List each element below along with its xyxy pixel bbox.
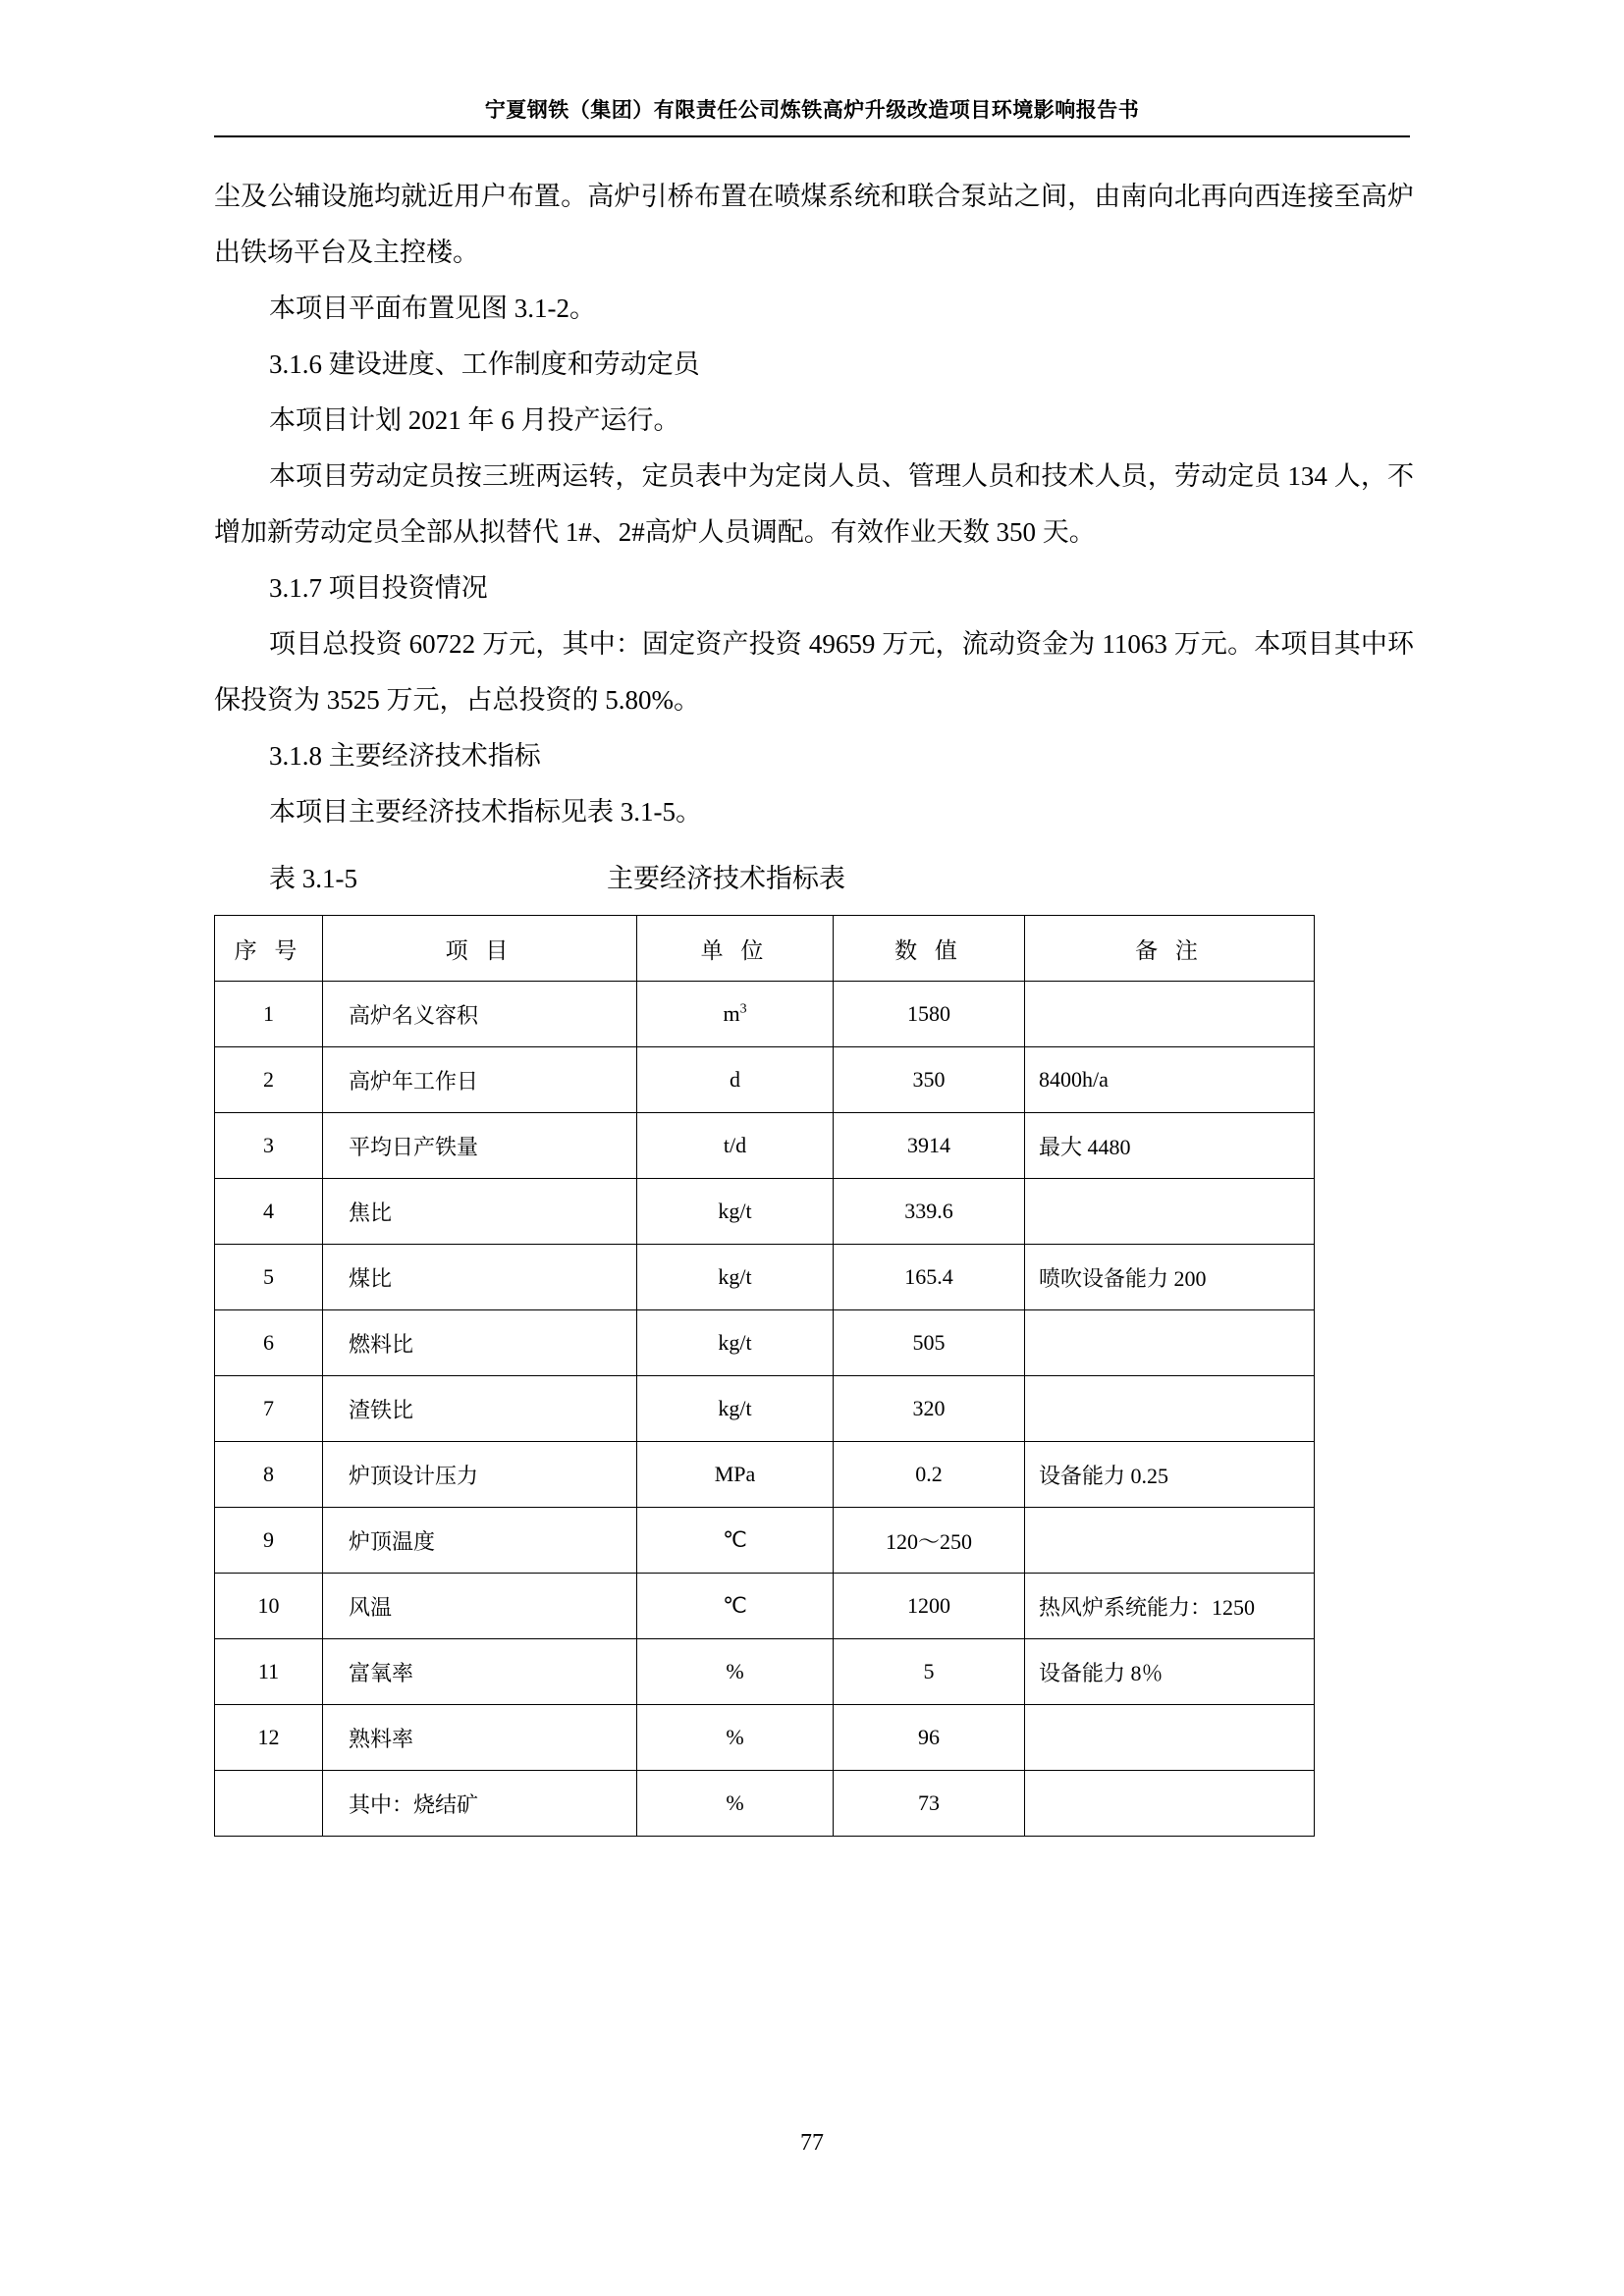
table-row — [215, 1771, 1315, 1837]
paragraph-1: 尘及公辅设施均就近用户布置。高炉引桥布置在喷煤系统和联合泵站之间，由南向北再向西连接至高炉出铁场平台及主控楼。 — [214, 182, 1414, 267]
paragraph-5: 项目总投资 60722 万元，其中：固定资产投资 49659 万元，流动资金为 11063 万元。本项目其中环保投资为 3525 万元，占总投资的 5.80%。 — [214, 629, 1414, 715]
cell-value: 1580 — [834, 982, 1025, 1047]
column-header-note: 备 注 — [1025, 916, 1315, 982]
cell-note — [1025, 1705, 1315, 1771]
table-row — [215, 1376, 1315, 1442]
table-row — [215, 1179, 1315, 1245]
cell-note — [1025, 982, 1315, 1047]
column-header-unit: 单 位 — [637, 916, 834, 982]
heading-3-1-7: 3.1.7 项目投资情况 — [269, 573, 488, 603]
cell-unit: d — [637, 1047, 834, 1113]
cell-note — [1025, 1179, 1315, 1245]
page-header-title: 宁夏钢铁（集团）有限责任公司炼铁高炉升级改造项目环境影响报告书 — [484, 98, 1140, 122]
table-row — [215, 982, 1315, 1047]
cell-no: 3 — [215, 1113, 323, 1179]
cell-no: 11 — [215, 1639, 323, 1705]
cell-item: 平均日产铁量 — [323, 1113, 637, 1179]
paragraph-2: 本项目平面布置见图 3.1-2。 — [269, 294, 596, 323]
table-row — [215, 1639, 1315, 1705]
cell-item: 高炉年工作日 — [323, 1047, 637, 1113]
column-header-item: 项 目 — [323, 916, 637, 982]
cell-no: 9 — [215, 1508, 323, 1574]
cell-value: 96 — [834, 1705, 1025, 1771]
cell-item: 燃料比 — [323, 1310, 637, 1376]
column-header-no: 序 号 — [215, 916, 323, 982]
page-number: 77 — [800, 2130, 824, 2156]
cell-unit: MPa — [637, 1442, 834, 1508]
cell-unit: t/d — [637, 1113, 834, 1179]
cell-no: 5 — [215, 1245, 323, 1310]
cell-note — [1025, 1771, 1315, 1837]
cell-value: 3914 — [834, 1113, 1025, 1179]
cell-value: 120～250 — [834, 1508, 1025, 1574]
cell-no: 6 — [215, 1310, 323, 1376]
cell-note: 设备能力 8％ — [1025, 1639, 1315, 1705]
cell-no — [215, 1771, 323, 1837]
cell-value: 339.6 — [834, 1179, 1025, 1245]
cell-no: 1 — [215, 982, 323, 1047]
cell-note: 最大 4480 — [1025, 1113, 1315, 1179]
cell-item: 熟料率 — [323, 1705, 637, 1771]
cell-unit: % — [637, 1639, 834, 1705]
cell-value: 350 — [834, 1047, 1025, 1113]
page-content — [214, 169, 1414, 1837]
table-row — [215, 1113, 1315, 1179]
cell-value: 0.2 — [834, 1442, 1025, 1508]
paragraph-3: 本项目计划 2021 年 6 月投产运行。 — [269, 405, 680, 435]
cell-value: 5 — [834, 1639, 1025, 1705]
cell-no: 2 — [215, 1047, 323, 1113]
cell-item: 风温 — [323, 1574, 637, 1639]
cell-no: 4 — [215, 1179, 323, 1245]
header-divider — [214, 135, 1410, 137]
cell-no: 12 — [215, 1705, 323, 1771]
cell-item: 其中：烧结矿 — [323, 1771, 637, 1837]
table-row — [215, 1047, 1315, 1113]
economic-indicators-table — [214, 915, 1315, 1837]
cell-no: 10 — [215, 1574, 323, 1639]
table-row — [215, 1245, 1315, 1310]
cell-note: 8400h/a — [1025, 1047, 1315, 1113]
paragraph-6: 本项目主要经济技术指标见表 3.1-5。 — [269, 797, 702, 827]
cell-unit: ℃ — [637, 1574, 834, 1639]
cell-value: 320 — [834, 1376, 1025, 1442]
cell-unit: % — [637, 1705, 834, 1771]
cell-note: 设备能力 0.25 — [1025, 1442, 1315, 1508]
cell-item: 焦比 — [323, 1179, 637, 1245]
cell-unit: % — [637, 1771, 834, 1837]
table-row — [215, 1508, 1315, 1574]
cell-value: 73 — [834, 1771, 1025, 1837]
cell-item: 富氧率 — [323, 1639, 637, 1705]
cell-note: 热风炉系统能力：1250 — [1025, 1574, 1315, 1639]
cell-note: 喷吹设备能力 200 — [1025, 1245, 1315, 1310]
table-caption — [214, 854, 1414, 903]
cell-unit: kg/t — [637, 1179, 834, 1245]
cell-value: 505 — [834, 1310, 1025, 1376]
column-header-value: 数 值 — [834, 916, 1025, 982]
table-header-row — [215, 916, 1315, 982]
cell-item: 炉顶温度 — [323, 1508, 637, 1574]
table-row — [215, 1442, 1315, 1508]
cell-unit: kg/t — [637, 1310, 834, 1376]
cell-unit: kg/t — [637, 1376, 834, 1442]
table-body — [215, 982, 1315, 1837]
paragraph-4: 本项目劳动定员按三班两运转，定员表中为定岗人员、管理人员和技术人员，劳动定员 134 人，不增加新劳动定员全部从拟替代 1#、2#高炉人员调配。有效作业天数 350 天。 — [214, 461, 1414, 547]
cell-unit: ℃ — [637, 1508, 834, 1574]
table-row — [215, 1705, 1315, 1771]
heading-3-1-8: 3.1.8 主要经济技术指标 — [269, 741, 541, 771]
cell-note — [1025, 1376, 1315, 1442]
table-row — [215, 1310, 1315, 1376]
cell-unit: $m^3$ — [637, 982, 834, 1047]
cell-value: 1200 — [834, 1574, 1025, 1639]
table-caption-label: 表 3.1-5 — [269, 864, 357, 893]
heading-3-1-6: 3.1.6 建设进度、工作制度和劳动定员 — [269, 349, 700, 379]
table-caption-title: 主要经济技术指标表 — [607, 864, 845, 893]
cell-no: 8 — [215, 1442, 323, 1508]
cell-note — [1025, 1310, 1315, 1376]
cell-item: 煤比 — [323, 1245, 637, 1310]
cell-item: 渣铁比 — [323, 1376, 637, 1442]
cell-note — [1025, 1508, 1315, 1574]
table-row — [215, 1574, 1315, 1639]
cell-item: 高炉名义容积 — [323, 982, 637, 1047]
cell-no: 7 — [215, 1376, 323, 1442]
cell-unit: kg/t — [637, 1245, 834, 1310]
cell-value: 165.4 — [834, 1245, 1025, 1310]
cell-item: 炉顶设计压力 — [323, 1442, 637, 1508]
